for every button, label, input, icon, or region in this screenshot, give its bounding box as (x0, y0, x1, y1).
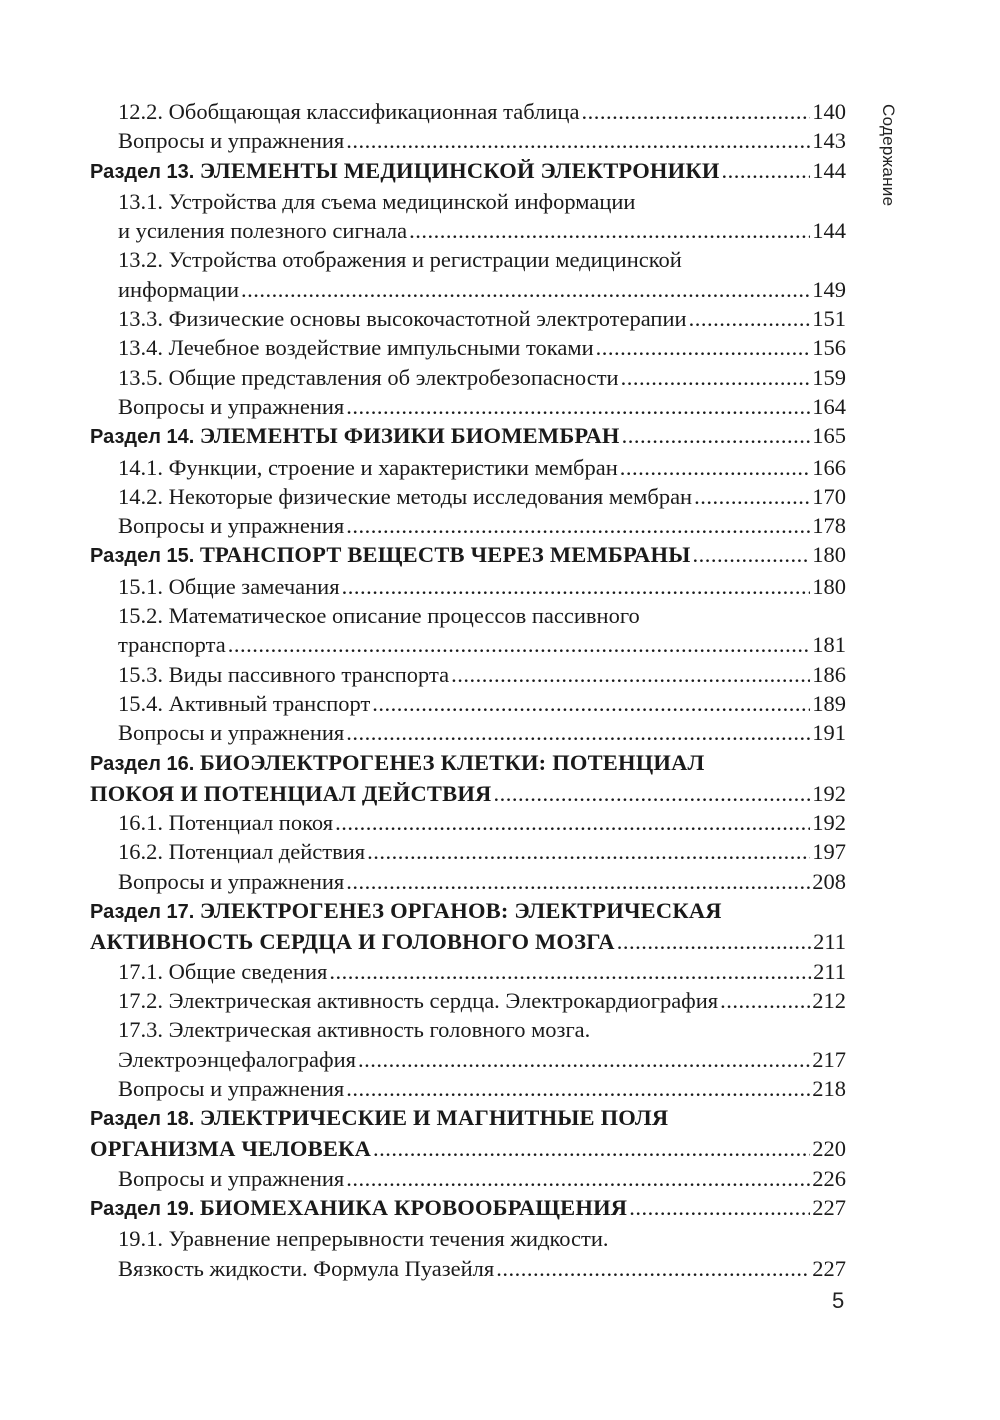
toc-subsection-entry[interactable] (90, 333, 846, 362)
entry-title-line: ЭЛЕМЕНТЫ ФИЗИКИ БИОМЕМБРАН (199, 423, 620, 449)
entry-page-number: 170 (812, 483, 846, 509)
dot-leader (342, 572, 811, 601)
entry-page-number: 220 (812, 1136, 846, 1162)
toc-subsection-entry[interactable] (90, 1224, 846, 1283)
entry-title-line: 17.3. Электрическая активность головного мозга. (118, 1017, 591, 1043)
toc-subsection-entry[interactable] (90, 957, 846, 986)
entry-page-number: 178 (812, 513, 846, 539)
toc-subsection-entry[interactable] (90, 601, 846, 660)
dot-leader (329, 957, 811, 986)
toc-subsection-entry[interactable] (90, 97, 846, 126)
entry-page-number: 227 (812, 1255, 846, 1281)
toc-section-entry[interactable] (90, 1103, 846, 1164)
dot-leader (720, 986, 810, 1015)
dot-leader (694, 482, 810, 511)
dot-leader (358, 1045, 810, 1074)
entry-title-line: информации (118, 276, 240, 302)
entry-page-number: 186 (812, 661, 846, 687)
entry-page-number: 218 (812, 1075, 846, 1101)
dot-leader (581, 97, 810, 126)
dot-leader (617, 927, 811, 956)
toc-section-entry[interactable] (90, 421, 846, 452)
entry-page-number: 208 (812, 868, 846, 894)
entry-title-line: БИОЭЛЕКТРОГЕНЕЗ КЛЕТКИ: ПОТЕНЦИАЛ (199, 749, 705, 775)
entry-page-number: 197 (812, 839, 846, 865)
dot-leader (346, 1074, 810, 1103)
dot-leader (622, 421, 811, 450)
section-label: Раздел 19. (90, 1197, 200, 1220)
entry-title-line: 15.1. Общие замечания (118, 573, 340, 599)
entry-page-number: 164 (812, 393, 846, 419)
dot-leader (496, 1254, 810, 1283)
toc-subsection-entry[interactable] (90, 511, 846, 540)
toc-subsection-entry[interactable] (90, 986, 846, 1015)
toc-section-entry[interactable] (90, 1193, 846, 1224)
entry-title-line: 16.2. Потенциал действия (118, 839, 366, 865)
dot-leader (596, 333, 811, 362)
dot-leader (373, 1134, 810, 1163)
dot-leader (346, 511, 810, 540)
entry-page-number: 227 (812, 1194, 846, 1220)
entry-title-line: транспорта (118, 632, 226, 658)
entry-title-line: 13.4. Лечебное воздействие импульсными токами (118, 335, 594, 361)
entry-title-line: Вязкость жидкости. Формула Пуазейля (118, 1255, 495, 1281)
section-label: Раздел 15. (90, 545, 200, 568)
entry-title-line: и усиления полезного сигнала (118, 218, 408, 244)
page-number: 5 (832, 1288, 845, 1313)
section-label: Раздел 13. (90, 160, 200, 183)
dot-leader (241, 275, 810, 304)
entry-page-number: 180 (812, 573, 846, 599)
entry-page-number: 192 (812, 810, 846, 836)
entry-title-line: 14.1. Функции, строение и характеристики мембран (118, 454, 618, 480)
dot-leader (620, 453, 810, 482)
entry-page-number: 211 (813, 958, 846, 984)
section-label: Раздел 18. (90, 1108, 200, 1131)
entry-page-number: 212 (812, 987, 846, 1013)
entry-title-line: 19.1. Уравнение непрерывности течения жидкости. (118, 1226, 609, 1252)
entry-title-line: БИОМЕХАНИКА КРОВООБРАЩЕНИЯ (199, 1194, 628, 1220)
entry-page-number: 191 (812, 720, 846, 746)
entry-title-line: ЭЛЕКТРОГЕНЕЗ ОРГАНОВ: ЭЛЕКТРИЧЕСКАЯ (199, 898, 722, 924)
entry-page-number: 181 (812, 632, 846, 658)
dot-leader (689, 304, 811, 333)
toc-section-entry[interactable] (90, 748, 846, 809)
toc-subsection-entry[interactable] (90, 1164, 846, 1193)
toc-section-entry[interactable] (90, 896, 846, 957)
entry-page-number: 166 (812, 454, 846, 480)
entry-title-line: 17.2. Электрическая активность сердца. Электрокардиография (118, 987, 719, 1013)
toc-section-entry[interactable] (90, 156, 846, 187)
entry-title-line: Вопросы и упражнения (118, 1165, 345, 1191)
toc-subsection-entry[interactable] (90, 1074, 846, 1103)
toc-subsection-entry[interactable] (90, 126, 846, 155)
entry-page-number: 140 (812, 99, 846, 124)
toc-subsection-entry[interactable] (90, 718, 846, 747)
entry-page-number: 211 (813, 929, 846, 955)
toc-subsection-entry[interactable] (90, 187, 846, 246)
table-of-contents (90, 97, 846, 1283)
entry-page-number: 192 (812, 780, 846, 806)
dot-leader (346, 392, 810, 421)
dot-leader (335, 808, 810, 837)
entry-title-line: Вопросы и упражнения (118, 868, 345, 894)
entry-title-line: 13.3. Физические основы высокочастотной электротерапии (118, 306, 687, 332)
dot-leader (494, 779, 811, 808)
entry-title-line: 13.2. Устройства отображения и регистрации медицинской (118, 247, 682, 273)
entry-title-line: ЭЛЕКТРИЧЕСКИЕ И МАГНИТНЫЕ ПОЛЯ (199, 1105, 669, 1131)
entry-title-line: 13.1. Устройства для съема медицинской информации (118, 188, 636, 214)
toc-subsection-entry[interactable] (90, 660, 846, 689)
dot-leader (367, 837, 810, 866)
entry-title-line: 12.2. Обобщающая классификационная таблица (118, 99, 580, 124)
entry-page-number: 159 (812, 364, 846, 390)
entry-title-line: 14.2. Некоторые физические методы исследования мембран (118, 483, 693, 509)
entry-title-line: ЭЛЕМЕНТЫ МЕДИЦИНСКОЙ ЭЛЕКТРОНИКИ (199, 157, 720, 183)
entry-page-number: 149 (812, 276, 846, 302)
dot-leader (346, 1164, 810, 1193)
entry-page-number: 144 (812, 218, 846, 244)
dot-leader (451, 660, 810, 689)
dot-leader (346, 126, 810, 155)
toc-subsection-entry[interactable] (90, 1015, 846, 1074)
section-label: Раздел 17. (90, 901, 200, 924)
entry-title-line: 17.1. Общие сведения (118, 958, 328, 984)
entry-page-number: 217 (812, 1046, 846, 1072)
running-header: Содержание (879, 104, 898, 207)
toc-subsection-entry[interactable] (90, 363, 846, 392)
entry-page-number: 144 (812, 157, 846, 183)
entry-title-line: Вопросы и упражнения (118, 393, 345, 419)
dot-leader (346, 867, 810, 896)
dot-leader (228, 630, 811, 659)
toc-subsection-entry[interactable] (90, 808, 846, 837)
entry-title-line: 16.1. Потенциал покоя (118, 810, 334, 836)
entry-title-line: Вопросы и упражнения (118, 128, 345, 154)
toc-subsection-entry[interactable] (90, 689, 846, 718)
entry-title-line: 15.2. Математическое описание процессов пассивного (118, 603, 640, 629)
toc-subsection-entry[interactable] (90, 837, 846, 866)
toc-subsection-entry[interactable] (90, 392, 846, 421)
entry-title-line: ПОКОЯ И ПОТЕНЦИАЛ ДЕЙСТВИЯ (90, 780, 492, 806)
dot-leader (346, 718, 810, 747)
toc-subsection-entry[interactable] (90, 304, 846, 333)
toc-section-entry[interactable] (90, 540, 846, 571)
dot-leader (409, 216, 810, 245)
entry-title-line: ТРАНСПОРТ ВЕЩЕСТВ ЧЕРЕЗ МЕМБРАНЫ (199, 542, 691, 568)
entry-title-line: Вопросы и упражнения (118, 513, 345, 539)
dot-leader (629, 1193, 810, 1222)
entry-title-line: Электроэнцефалография (118, 1046, 356, 1072)
dot-leader (372, 689, 810, 718)
dot-leader (692, 540, 810, 569)
entry-title-line: 15.4. Активный транспорт (118, 690, 371, 716)
entry-page-number: 180 (812, 542, 846, 568)
toc-subsection-entry[interactable] (90, 453, 846, 482)
section-label: Раздел 16. (90, 752, 200, 775)
entry-title-line: 15.3. Виды пассивного транспорта (118, 661, 450, 687)
toc-subsection-entry[interactable] (90, 245, 846, 304)
entry-page-number: 156 (812, 335, 846, 361)
toc-subsection-entry[interactable] (90, 482, 846, 511)
entry-title-line: Вопросы и упражнения (118, 1075, 345, 1101)
toc-subsection-entry[interactable] (90, 572, 846, 601)
entry-page-number: 151 (812, 306, 846, 332)
toc-subsection-entry[interactable] (90, 867, 846, 896)
dot-leader (621, 363, 811, 392)
dot-leader (722, 156, 811, 185)
entry-title-line: 13.5. Общие представления об электробезопасности (118, 364, 619, 390)
entry-title-line: АКТИВНОСТЬ СЕРДЦА И ГОЛОВНОГО МОЗГА (90, 929, 615, 955)
entry-page-number: 165 (812, 423, 846, 449)
entry-page-number: 189 (812, 690, 846, 716)
entry-page-number: 226 (812, 1165, 846, 1191)
section-label: Раздел 14. (90, 426, 200, 449)
entry-title-line: Вопросы и упражнения (118, 720, 345, 746)
entry-page-number: 143 (812, 128, 846, 154)
entry-title-line: ОРГАНИЗМА ЧЕЛОВЕКА (90, 1136, 372, 1162)
